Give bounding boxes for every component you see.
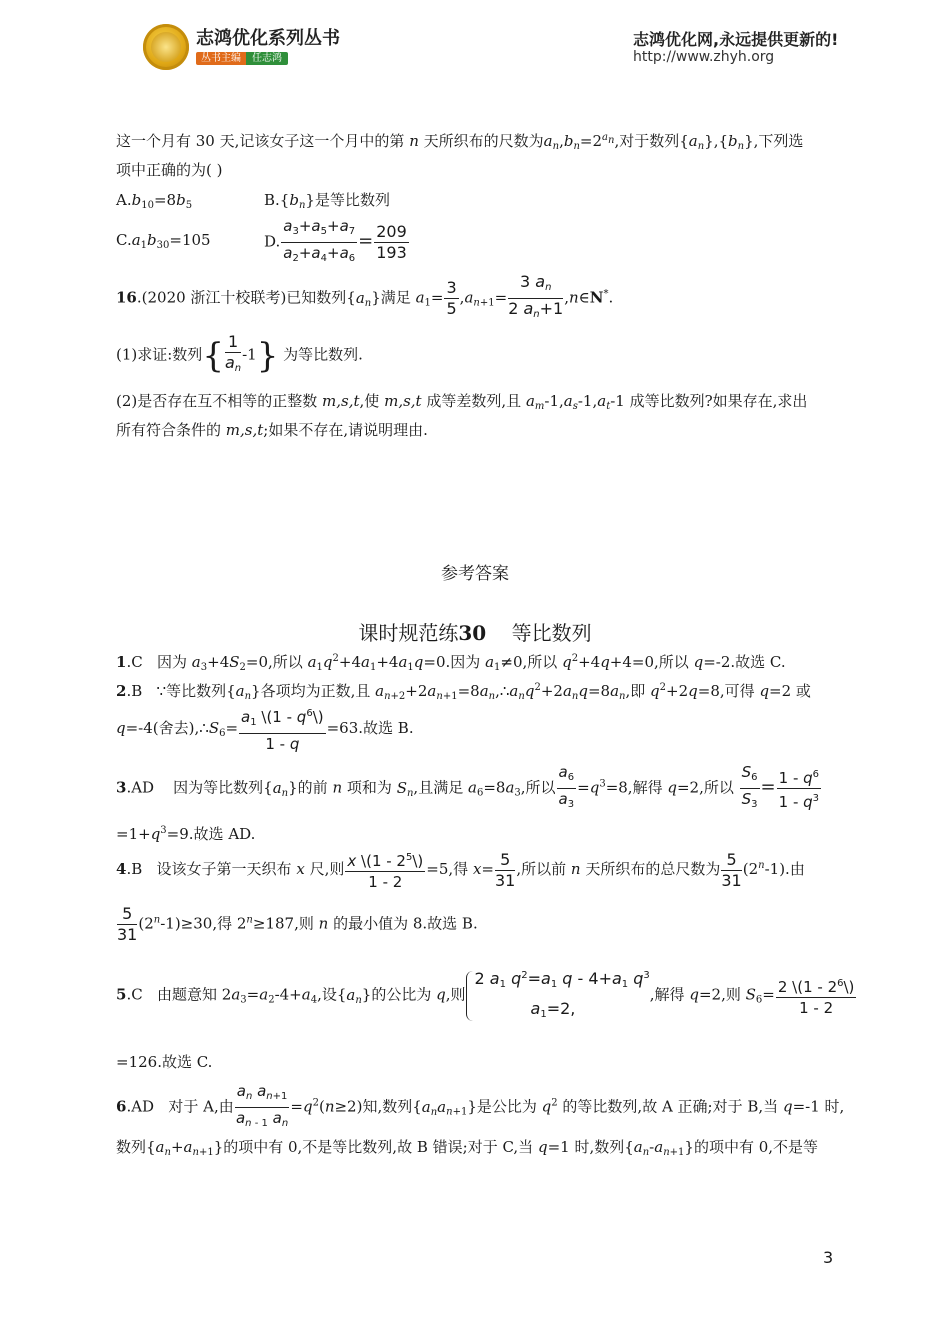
header-slogan: 志鸿优化网,永远提供更新的!	[633, 30, 839, 49]
answer-3-line1: 3.AD 因为等比数列$\{a_n\}$的前 n 项和为 $S_n$,且满足 $a_6=8a_3$,所以 $\frac{a_6}{a_3}$ $=q^3=8$,解得 q=2,所以 $\frac{S_6}{S_3}$ = $\frac{1 - q^6}{1 - q^3}$	[116, 763, 820, 811]
p15-option-b: $B.\{b_n\}$是等比数列	[264, 191, 390, 211]
answer-6-line2: 数列$\{a_n+a_{n+1}\}$的项中有 0,不是等比数列,故 B 错误;对于 C,当 q=1 时,数列$\{a_n-a_{n+1}\}$的项中有 0,不是等	[116, 1138, 819, 1158]
brand-title: 志鸿优化系列丛书	[196, 28, 340, 49]
logo-icon	[143, 24, 189, 70]
answer-1: 1.C 因为 $a_3+4S_2=0$,所以 $a_1q^2+4a_1+4a_1q=0$.因为 $a_1\ne 0$,所以 $q^2+4q+4=0$,所以 q=-2.故选 C.	[116, 653, 786, 673]
answer-4-line1: 4.B 设该女子第一天织布 x 尺,则 $\frac{x \backslash(1 - 2^5\backslash)}{1 - 2}$ =5,得 x= $\frac{5}{31}$ ,所以前 n 天所织布的总尺数为 $\frac{5}{31}$ (2$^n$-1).由	[116, 849, 805, 891]
p15-option-d: D. $\frac{a_3+a_5+a_7}{a_2+a_4+a_6}$ = $\frac{209}{193}$	[264, 217, 407, 264]
p15-option-c: $C.a_1b_{30}=105$	[116, 231, 211, 251]
answer-5-line2: =126.故选 C.	[116, 1053, 213, 1071]
answer-2-line1: 2.B ∵等比数列$\{a_n\}$各项均为正数,且 $a_{n+2}+2a_{n+1}=8a_n,\therefore a_nq^2+2a_nq=8a_n$,即 $q^2+2q=8$,可得 q=2 或	[116, 682, 811, 702]
p16-part1: (1)求证:数列{ $\frac{1}{a_n}$ -1} 为等比数列.	[116, 332, 363, 376]
answer-6-line1: 6.AD 对于 A,由 $\frac{a_n a_{n+1}}{a_{n - 1} a_n}$ $=q^2(n\ge 2)$知,数列$\{a_na_{n+1}\}$是公比为 $q^2$ 的等比数列,故 A 正确;对于 B,当 q=-1 时,	[116, 1082, 845, 1129]
p16-part2-line1: (2)是否存在互不相等的正整数 m,s,t,使 m,s,t 成等差数列,且 $a_m-1,a_s-1,a_t-1$ 成等比数列?如果存在,求出	[116, 392, 808, 412]
answer-2-line2: q=-4(舍去)$,\therefore S_6=$ $\frac{a_1 \backslash(1 - q^6\backslash)}{1 - q}$ =63.故选 B.	[116, 704, 414, 754]
answer-3-line2: $=1+q^3=9$.故选 AD.	[116, 825, 256, 843]
lesson-title: 课时规范练30 等比数列	[358, 621, 592, 645]
header-url[interactable]: http://www.zhyh.org	[633, 49, 775, 65]
p15-line2: 项中正确的为( )	[116, 161, 223, 179]
p16-stem: 16.(2020 浙江十校联考)已知数列$\{a_n\}$满足 $a_1=$ $\frac{3}{5}$ $,a_{n+1}=$ $\frac{3 a_n}{2 a_n+1}$ ,n∈N*.	[116, 272, 614, 320]
p15-line1: 这一个月有 30 天,记该女子这一个月中的第 n 天所织布的尺数为$a_n,b_n=2^{a_n}$,对于数列$\{a_n\},\{b_n\}$,下列选	[116, 132, 804, 152]
page-number: 3	[823, 1248, 834, 1267]
p16-part2-line2: 所有符合条件的 m,s,t;如果不存在,请说明理由.	[116, 421, 428, 439]
answer-5-line1: 5.C 由题意知 $2a_3=a_2-4+a_4$,设$\{a_n\}$的公比为 q,则 2 $a_1$ $q^2=a_1$ $q - 4+a_1$ $q^3$ $a_1=2$, ,解得 q=2,则 $S_6=$ $\frac{2 \backslash(1 - 2^6\backslash)}{1 - 2}$	[116, 969, 855, 1020]
p15-option-a: $A.b_{10}=8b_5$	[116, 191, 193, 211]
brand-subtitle: 丛书主编 任志鸿	[196, 49, 288, 64]
answers-section-title: 参考答案	[441, 564, 509, 584]
answer-4-line2: $\frac{5}{31}$ $(2^n-1)\ge 30$,得 $2^n\ge 187$,则 n 的最小值为 8.故选 B.	[117, 904, 478, 944]
